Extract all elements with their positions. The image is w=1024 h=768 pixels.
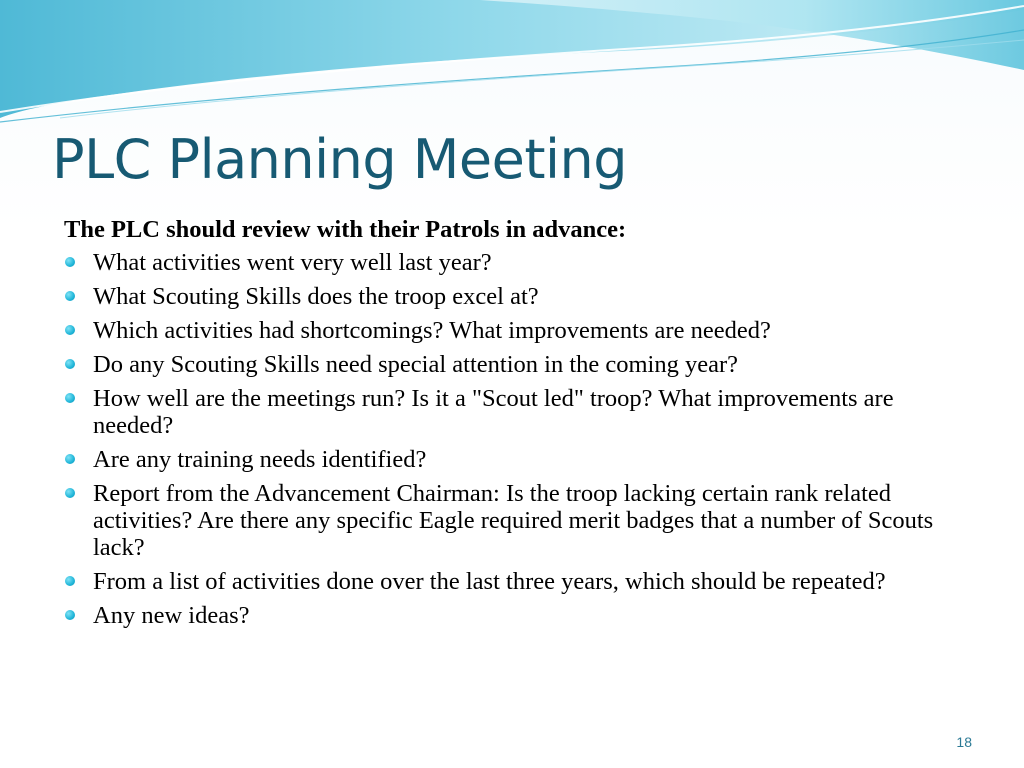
list-item-text: What activities went very well last year? [93,249,492,276]
list-item [64,351,964,378]
slide-title: PLC Planning Meeting [52,128,628,191]
page-number: 18 [956,734,972,750]
list-item-text: How well are the meetings run? Is it a "Scout led" troop? What improvements are needed? [93,385,894,439]
bullet-dot-icon [65,610,75,620]
bullet-dot-icon [65,576,75,586]
list-item-text: Report from the Advancement Chairman: Is the troop lacking certain rank related activities? Are there any specific Eagle required merit badges that a number of Scouts lack? [93,480,934,561]
bullet-dot-icon [65,393,75,403]
list-item [64,249,964,276]
list-item [64,385,964,439]
bullet-dot-icon [65,325,75,335]
bullet-dot-icon [65,359,75,369]
intro-heading: The PLC should review with their Patrols in advance: [64,216,627,243]
wave-decoration [0,0,1024,130]
list-item-text: From a list of activities done over the last three years, which should be repeated? [93,568,886,595]
bullet-list [64,249,964,629]
list-item-text: Which activities had shortcomings? What improvements are needed? [93,317,771,344]
list-item-text: Do any Scouting Skills need special attention in the coming year? [93,351,739,378]
slide-body [64,216,964,636]
bullet-dot-icon [65,488,75,498]
list-item-text: What Scouting Skills does the troop excel at? [93,283,539,310]
bullet-dot-icon [65,257,75,267]
list-item-text: Are any training needs identified? [93,446,427,473]
list-item-text: Any new ideas? [93,602,250,629]
bullet-dot-icon [65,291,75,301]
list-item [64,602,964,629]
bullet-dot-icon [65,454,75,464]
list-item [64,283,964,310]
list-item [64,568,964,595]
list-item [64,480,964,561]
list-item [64,317,964,344]
list-item [64,446,964,473]
